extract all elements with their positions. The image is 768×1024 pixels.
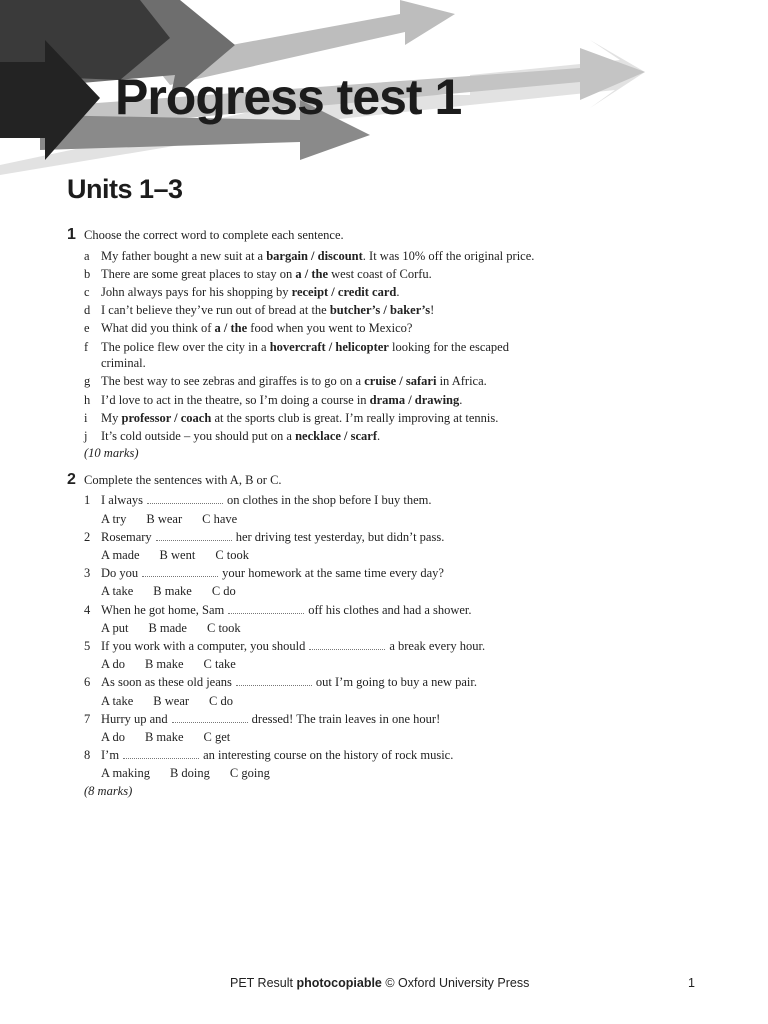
exercise-1-item-f: f The police flew over the city in a hovercraft / helicopter looking for the escaped	[84, 340, 509, 354]
choice: cruise / safari	[364, 374, 437, 388]
page-number: 1	[688, 976, 695, 990]
exercise-1-number: 1	[67, 226, 76, 243]
exercise-1-item-f-continued: criminal.	[101, 356, 146, 370]
choice: bargain / discount	[266, 249, 363, 263]
exercise-1-marks: (10 marks)	[84, 446, 139, 460]
choice: hovercraft / helicopter	[269, 340, 389, 354]
exercise-1-heading	[67, 226, 344, 244]
answer-blank[interactable]	[228, 602, 304, 614]
exercise-2-item-2: 2 Rosemary her driving test yesterday, but didn’t pass.	[84, 530, 445, 544]
exercise-1-item-d: d I can’t believe they’ve run out of bread at the butcher’s / baker’s!	[84, 303, 435, 317]
answer-blank[interactable]	[142, 565, 218, 577]
exercise-2-item-7-options: A do B make C get	[101, 730, 231, 744]
exercise-1-item-c: c John always pays for his shopping by receipt / credit card.	[84, 285, 400, 299]
exercise-2-item-1: 1 I always on clothes in the shop before I buy them.	[84, 493, 432, 507]
choice: receipt / credit card	[291, 285, 397, 299]
exercise-2-instruction: Complete the sentences with A, B or C.	[84, 473, 282, 487]
exercise-1-item-g: g The best way to see zebras and giraffes is to go on a cruise / safari in Africa.	[84, 374, 487, 388]
exercise-1-item-i: i My professor / coach at the sports club is great. I’m really improving at tennis.	[84, 411, 499, 425]
answer-blank[interactable]	[236, 674, 312, 686]
answer-blank[interactable]	[309, 638, 385, 650]
exercise-2-item-6: 6 As soon as these old jeans out I’m going to buy a new pair.	[84, 675, 477, 689]
exercise-1-item-h: h I’d love to act in the theatre, so I’m doing a course in drama / drawing.	[84, 393, 463, 407]
choice: a / the	[214, 321, 248, 335]
exercise-2-item-3: 3 Do you your homework at the same time every day?	[84, 566, 444, 580]
exercise-2-item-7: 7 Hurry up and dressed! The train leaves in one hour!	[84, 712, 441, 726]
exercise-1-item-a: a My father bought a new suit at a bargain / discount. It was 10% off the original price.	[84, 249, 535, 263]
units-subtitle: Units 1–3	[67, 174, 183, 204]
exercise-2-item-3-options: A take B make C do	[101, 584, 236, 598]
answer-blank[interactable]	[172, 711, 248, 723]
choice: professor / coach	[121, 411, 212, 425]
choice: drama / drawing	[369, 393, 460, 407]
page-title: Progress test 1	[115, 69, 462, 125]
exercise-2-heading	[67, 471, 282, 489]
choice: butcher’s / baker’s	[329, 303, 431, 317]
exercise-2-item-4-options: A put B made C took	[101, 621, 241, 635]
exercise-2-item-6-options: A take B wear C do	[101, 694, 234, 708]
exercise-2-item-4: 4 When he got home, Sam off his clothes and had a shower.	[84, 603, 472, 617]
exercise-2-number: 2	[67, 471, 76, 488]
choice: a / the	[295, 267, 329, 281]
exercise-1-item-b: b There are some great places to stay on a / the west coast of Corfu.	[84, 267, 432, 281]
answer-blank[interactable]	[156, 529, 232, 541]
answer-blank[interactable]	[147, 492, 223, 504]
exercise-2-marks: (8 marks)	[84, 784, 133, 798]
exercise-1-item-e: e What did you think of a / the food when you went to Mexico?	[84, 321, 413, 335]
footer-credit: PET Result photocopiable © Oxford University Press	[230, 976, 530, 990]
exercise-2-item-5-options: A do B make C take	[101, 657, 236, 671]
exercise-1-instruction: Choose the correct word to complete each sentence.	[84, 228, 344, 242]
exercise-2-item-5: 5 If you work with a computer, you should a break every hour.	[84, 639, 486, 653]
exercise-1-item-j: j It’s cold outside – you should put on a necklace / scarf.	[84, 429, 381, 443]
exercise-2-item-2-options: A made B went C took	[101, 548, 249, 562]
exercise-2-item-8: 8 I’m an interesting course on the history of rock music.	[84, 748, 454, 762]
exercise-2-item-8-options: A making B doing C going	[101, 766, 270, 780]
exercise-2-item-1-options: A try B wear C have	[101, 512, 238, 526]
choice: necklace / scarf	[295, 429, 378, 443]
answer-blank[interactable]	[123, 747, 199, 759]
